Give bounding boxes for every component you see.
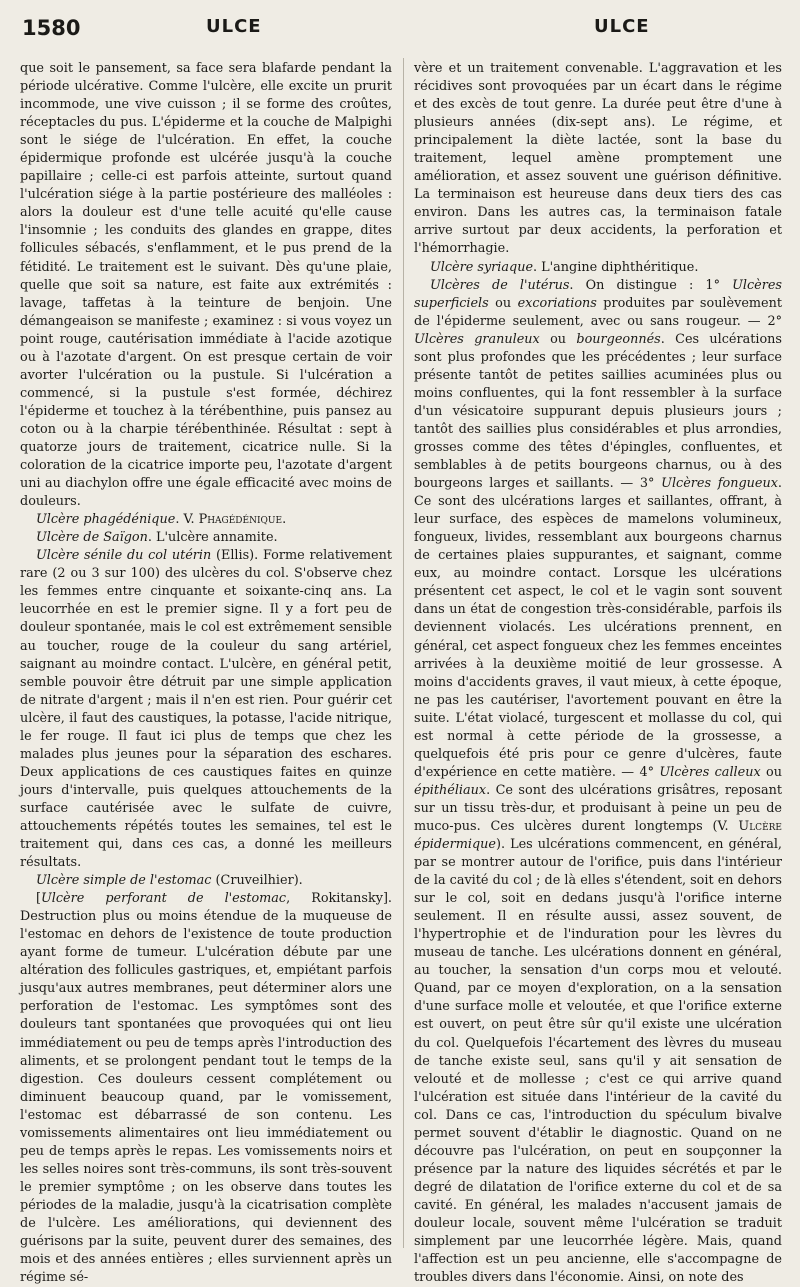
entry-term: Ulcère sénile du col utérin [36, 548, 212, 564]
entry-ulcere-phagedenique: Ulcère phagédénique. V. Phagédénique. [36, 512, 287, 528]
cross-reference: Ulcère [738, 818, 782, 834]
entry-ulcere-senile: Ulcère sénile du col utérin (Ellis). Forme relativement rare (2 ou 3 sur 100) des ulcères du col. S'observe chez les femmes entre cinquante et soixante-cinq ans. La leucorrhée en est le premier signe. Il y a fort peu de douleur spontanée, mais le col est extrêmement sensible au toucher, rouge de la couleur du sang artériel, saignant au moindre contact. L'ulcère, en général petit, semble pouvoir être détruit par une simple application de nitrate d'argent ; mais il n'en est rien. Pour guérir cet ulcère, il faut des caustiques, la potasse, l'acide nitrique, le fer rouge. Il faut ici plus de temps que chez les malades plus jeunes pour la séparation des eschares. Deux applications de ces caustiques faites en quinze jours d'intervalle, puis quelques attouchements de la surface cautérisée avec le sulfate de cuivre, attouchements répétés toutes les semaines, tel est le traitement qui, dans ces cas, a donné les meilleurs résultats. [20, 548, 392, 871]
right-column [414, 60, 782, 1286]
entry-term: Ulcère de Saïgon [36, 530, 148, 546]
paragraph-continuation: vère et un traitement convenable. L'aggravation et les récidives sont provoquées par un écart dans le régime et des excès de tout genre. La durée peut être d'une à plusieurs années (dix-sept ans). Le régime, et principalement la diète lactée, sont la base du traitement, lequel amène promptement une amélioration, et assez souvent une guérison définitive. La terminaison est heureuse dans deux tiers des cas environ. Dans les autres cas, la terminaison fatale arrive surtout par deux accidents, la perforation et l'hémorrhagie. [414, 61, 782, 257]
entry-ulcere-simple-estomac: Ulcère simple de l'estomac (Cruveilhier). [36, 873, 303, 889]
entry-ulcere-de-saigon: Ulcère de Saïgon. L'ulcère annamite. [36, 530, 278, 546]
left-column [20, 60, 393, 1286]
entry-term: Ulcère perforant de l'estomac [41, 891, 287, 907]
entry-term: Ulcère simple de l'estomac [36, 873, 212, 889]
paragraph-continuation: que soit le pansement, sa face sera blafarde pendant la période ulcérative. Comme l'ulcère, elle excite un prurit incommode, une vive cuisson ; il se forme des croûtes, réceptacles du pus. L'épiderme et la couche de Malpighi sont le siége de l'ulcération. En effet, la couche épidermique profonde est ulcérée jusqu'à la couche papillaire ; celle-ci est parfois atteinte, surtout quand l'ulcération siége à la partie postérieure des malléoles : alors la douleur est d'une telle acuité qu'elle cause l'insomnie ; les conduits des glandes en grappe, dites follicules sébacés, s'enflamment, et le pus prend de la fétidité. Le traitement est le suivant. Dès qu'une plaie, quelle que soit sa nature, est faite aux extrémités : lavage, taffetas à la teinture de benjoin. Une démangeaison se manifeste ; examinez : si vous voyez un point rouge, cautérisation immédiate à l'acide azotique ou à l'azotate d'argent. On est presque certain de voir avorter l'ulcération ou la pustule. Si l'ulcération a commencé, si la pustule s'est formée, déchirez l'épiderme et touchez à la térébenthine, puis pansez au coton ou à la charpie térébenthinée. Résultat : sept à quatorze jours de traitement, cicatrice nulle. Si la coloration de la cicatrice importe peu, l'azotate d'argent uni au diachylon offre une égale efficacité avec moins de douleurs. [20, 61, 392, 510]
running-head-right: ULCE [594, 16, 650, 37]
entry-ulcere-syriaque: Ulcère syriaque. L'angine diphthéritique. [430, 259, 699, 275]
page-number: 1580 [22, 16, 81, 40]
entry-ulcere-perforant: [Ulcère perforant de l'estomac, Rokitansky]. Destruction plus ou moins étendue de la muqueuse de l'estomac en dehors de l'existence de toute production ayant forme de tumeur. L'ulcération débute par une altération des follicules gastriques, et, empiétant parfois jusqu'aux autres membranes, peut déterminer alors une perforation de l'estomac. Les symptômes sont des douleurs tant spontanées que provoquées qui ont lieu immédiatement ou peu de temps après l'introduction des aliments, et se prolongent pendant tout le temps de la digestion. Ces douleurs cessent complétement ou diminuent beaucoup quand, par le vomissement, l'estomac est débarrassé de son contenu. Les vomissements alimentaires ont lieu immédiatement ou peu de temps après le repas. Les vomissements noirs et les selles noires sont très-communs, ils sont très-souvent le premier symptôme ; on les observe dans toutes les périodes de la maladie, jusqu'à la cicatrisation complète de l'ulcère. Les améliorations, qui deviennent des guérisons par la suite, peuvent durer des semaines, des mois et des années entières ; elles surviennent après un régime sé- [20, 891, 393, 1286]
entry-term: Ulcère phagédénique [36, 512, 176, 528]
cross-reference: Phagédénique [198, 512, 283, 528]
entry-ulceres-uterus: Ulcères de l'utérus. On distingue : 1° Ulcères superficiels ou excoriations produites par soulèvement de l'épiderme seulement, avec ou sans rougeur. — 2° Ulcères granuleux ou bourgeonnés. Ces ulcérations sont plus profondes que les précédentes ; leur surface présente tantôt de petites saillies acuminées plus ou moins confluentes, qui la font ressembler à la surface d'un vésicatoire suppurant depuis plusieurs jours ; tantôt des saillies plus considérables et plus arrondies, grosses comme des têtes d'épingles, confluentes, et semblables à de petits bourgeons charnus, ou à des bourgeons larges et saillants. — 3° Ulcères fongueux. Ce sont des ulcérations larges et saillantes, offrant, à leur surface, des espèces de mamelons volumineux, fongueux, livides, ressemblant aux bourgeons charnus de certaines plaies suppurantes, et saignant, comme eux, au moindre contact. Lorsque les ulcérations présentent cet aspect, le col et le vagin sont souvent dans un état de congestion très-considérable, parfois ils deviennent violacés. Les ulcérations prennent, en général, cet aspect fongueux chez les femmes enceintes arrivées à la deuxième moitié de leur grossesse. A moins d'accidents graves, il vaut mieux, à cette époque, ne pas les cautériser, l'avortement pouvant en être la suite. L'état violacé, turgescent et mollasse du col, qui est normal à cette période de la grossesse, a quelquefois été pris pour ce genre d'ulcères, faute d'expérience en cette matière. — 4° Ulcères calleux ou épithéliaux. Ce sont des ulcérations grisâtres, reposant sur un tissu très-dur, et produisant à peine un peu de muco-pus. Ces ulcères durent longtemps (V. Ulcère épidermique). Les ulcérations commencent, en général, par se montrer autour de l'orifice, puis dans l'intérieur de la cavité du col ; de là elles s'étendent, soit en dehors sur le col, soit en dedans jusqu'à l'orifice interne seulement. Il en résulte aussi, assez souvent, de l'hypertrophie et de l'induration pour les lèvres du museau de tanche. Les ulcérations donnent en général, au toucher, la sensation d'un corps mou et velouté. Quand, par ce moyen d'exploration, on a la sensation d'une surface molle et veloutée, et que l'orifice externe est ouvert, on peut être sûr qu'il existe une ulcération du col. Quelquefois l'écartement des lèvres du museau de tanche existe seul, sans qu'il y ait sensation de velouté et de mollesse ; c'est ce qui arrive quand l'ulcération est située dans l'intérieur de la cavité du col. Dans ce cas, l'introduction du spéculum bivalve permet souvent d'établir le diagnostic. Quand on ne découvre pas l'ulcération, on peut en soupçonner la présence par la nature des liquides sécrétés et par le degré de dilatation de l'orifice externe du col et de sa cavité. En général, les malades n'accusent jamais de douleur locale, souvent même l'ulcération se traduit simplement par une leucorrhée légère. Mais, quand l'affection est un peu ancienne, elle s'accompagne de troubles divers dans l'économie. Ainsi, on note des [414, 277, 782, 1286]
entry-term: Ulcères de l'utérus [430, 277, 570, 293]
column-divider [403, 58, 404, 1248]
page-header [22, 16, 780, 50]
entry-term: Ulcère syriaque [430, 259, 534, 275]
running-head-left: ULCE [206, 16, 262, 37]
